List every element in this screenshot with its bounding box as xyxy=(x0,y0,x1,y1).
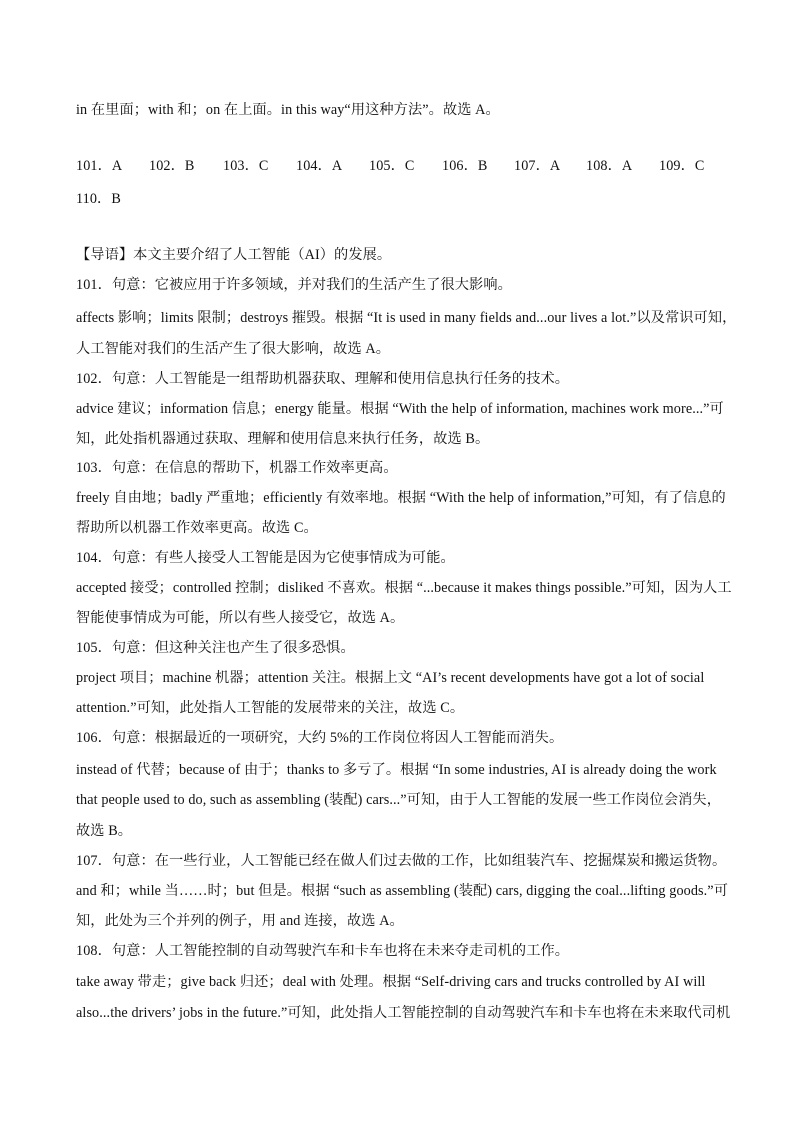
explanation-line: take away 带走；give back 归还；deal with 处理。根据 “Self-driving cars and trucks controlled by AI will xyxy=(76,974,706,990)
explanation-line: affects 影响；limits 限制；destroys 摧毁。根据 “It is used in many fields and...our lives a lot.”以及常识可知， xyxy=(76,310,737,326)
explanation-line: project 项目；machine 机器；attention 关注。根据上文 “AI’s recent developments have got a lot of social xyxy=(76,670,705,686)
answer-104: 104．A xyxy=(296,158,343,174)
explanation-line: 知，此处指机器通过获取、理解和使用信息来执行任务，故选 B。 xyxy=(76,431,490,447)
answer-110: 110．B xyxy=(76,191,121,207)
explanation-line: also...the drivers’ jobs in the future.”可知，此处指人工智能控制的自动驾驶汽车和卡车也将在未来取代司机 xyxy=(76,1005,731,1021)
explanation-line: 故选 B。 xyxy=(76,823,133,839)
intro-line: in 在里面；with 和；on 在上面。in this way“用这种方法”。故选 A。 xyxy=(76,102,500,118)
explanation-line: 107．句意：在一些行业，人工智能已经在做人们过去做的工作，比如组装汽车、挖掘煤炭和搬运货物。 xyxy=(76,853,727,869)
explanation-line: 108．句意：人工智能控制的自动驾驶汽车和卡车也将在未来夺走司机的工作。 xyxy=(76,943,570,959)
guide-heading: 【导语】本文主要介绍了人工智能（AI）的发展。 xyxy=(76,247,392,263)
answer-109: 109．C xyxy=(659,158,705,174)
explanation-line: 人工智能对我们的生活产生了很大影响，故选 A。 xyxy=(76,341,391,357)
explanation-line: 103．句意：在信息的帮助下，机器工作效率更高。 xyxy=(76,460,398,476)
answer-107: 107．A xyxy=(514,158,561,174)
explanation-line: that people used to do, such as assembling (装配) cars...”可知，由于人工智能的发展一些工作岗位会消失， xyxy=(76,792,721,808)
answer-105: 105．C xyxy=(369,158,415,174)
answer-108: 108．A xyxy=(586,158,633,174)
explanation-line: 104．句意：有些人接受人工智能是因为它使事情成为可能。 xyxy=(76,550,455,566)
answer-103: 103．C xyxy=(223,158,269,174)
explanation-line: 知，此处为三个并列的例子，用 and 连接，故选 A。 xyxy=(76,913,404,929)
explanation-line: attention.”可知，此处指人工智能的发展带来的关注，故选 C。 xyxy=(76,700,465,716)
answer-101: 101．A xyxy=(76,158,123,174)
explanation-line: accepted 接受；controlled 控制；disliked 不喜欢。根据 “...because it makes things possible.”可知，因为人工 xyxy=(76,580,732,596)
explanation-line: 105．句意：但这种关注也产生了很多恐惧。 xyxy=(76,640,355,656)
explanation-line: freely 自由地；badly 严重地；efficiently 有效率地。根据 “With the help of information,”可知，有了信息的 xyxy=(76,490,726,506)
answer-102: 102．B xyxy=(149,158,195,174)
explanation-line: advice 建议；information 信息；energy 能量。根据 “With the help of information, machines work more...”可 xyxy=(76,401,724,417)
explanation-line: instead of 代替；because of 由于；thanks to 多亏了。根据 “In some industries, AI is already doing the work xyxy=(76,762,717,778)
explanation-line: 102．句意：人工智能是一组帮助机器获取、理解和使用信息执行任务的技术。 xyxy=(76,371,570,387)
explanation-line: 106．句意：根据最近的一项研究，大约 5%的工作岗位将因人工智能而消失。 xyxy=(76,730,564,746)
answer-106: 106．B xyxy=(442,158,488,174)
explanation-line: and 和；while 当……时；but 但是。根据 “such as assembling (装配) cars, digging the coal...lifting goods.”可 xyxy=(76,883,728,899)
explanation-line: 101．句意：它被应用于许多领域，并对我们的生活产生了很大影响。 xyxy=(76,277,512,293)
explanation-line: 智能使事情成为可能，所以有些人接受它，故选 A。 xyxy=(76,610,405,626)
explanation-line: 帮助所以机器工作效率更高。故选 C。 xyxy=(76,520,318,536)
